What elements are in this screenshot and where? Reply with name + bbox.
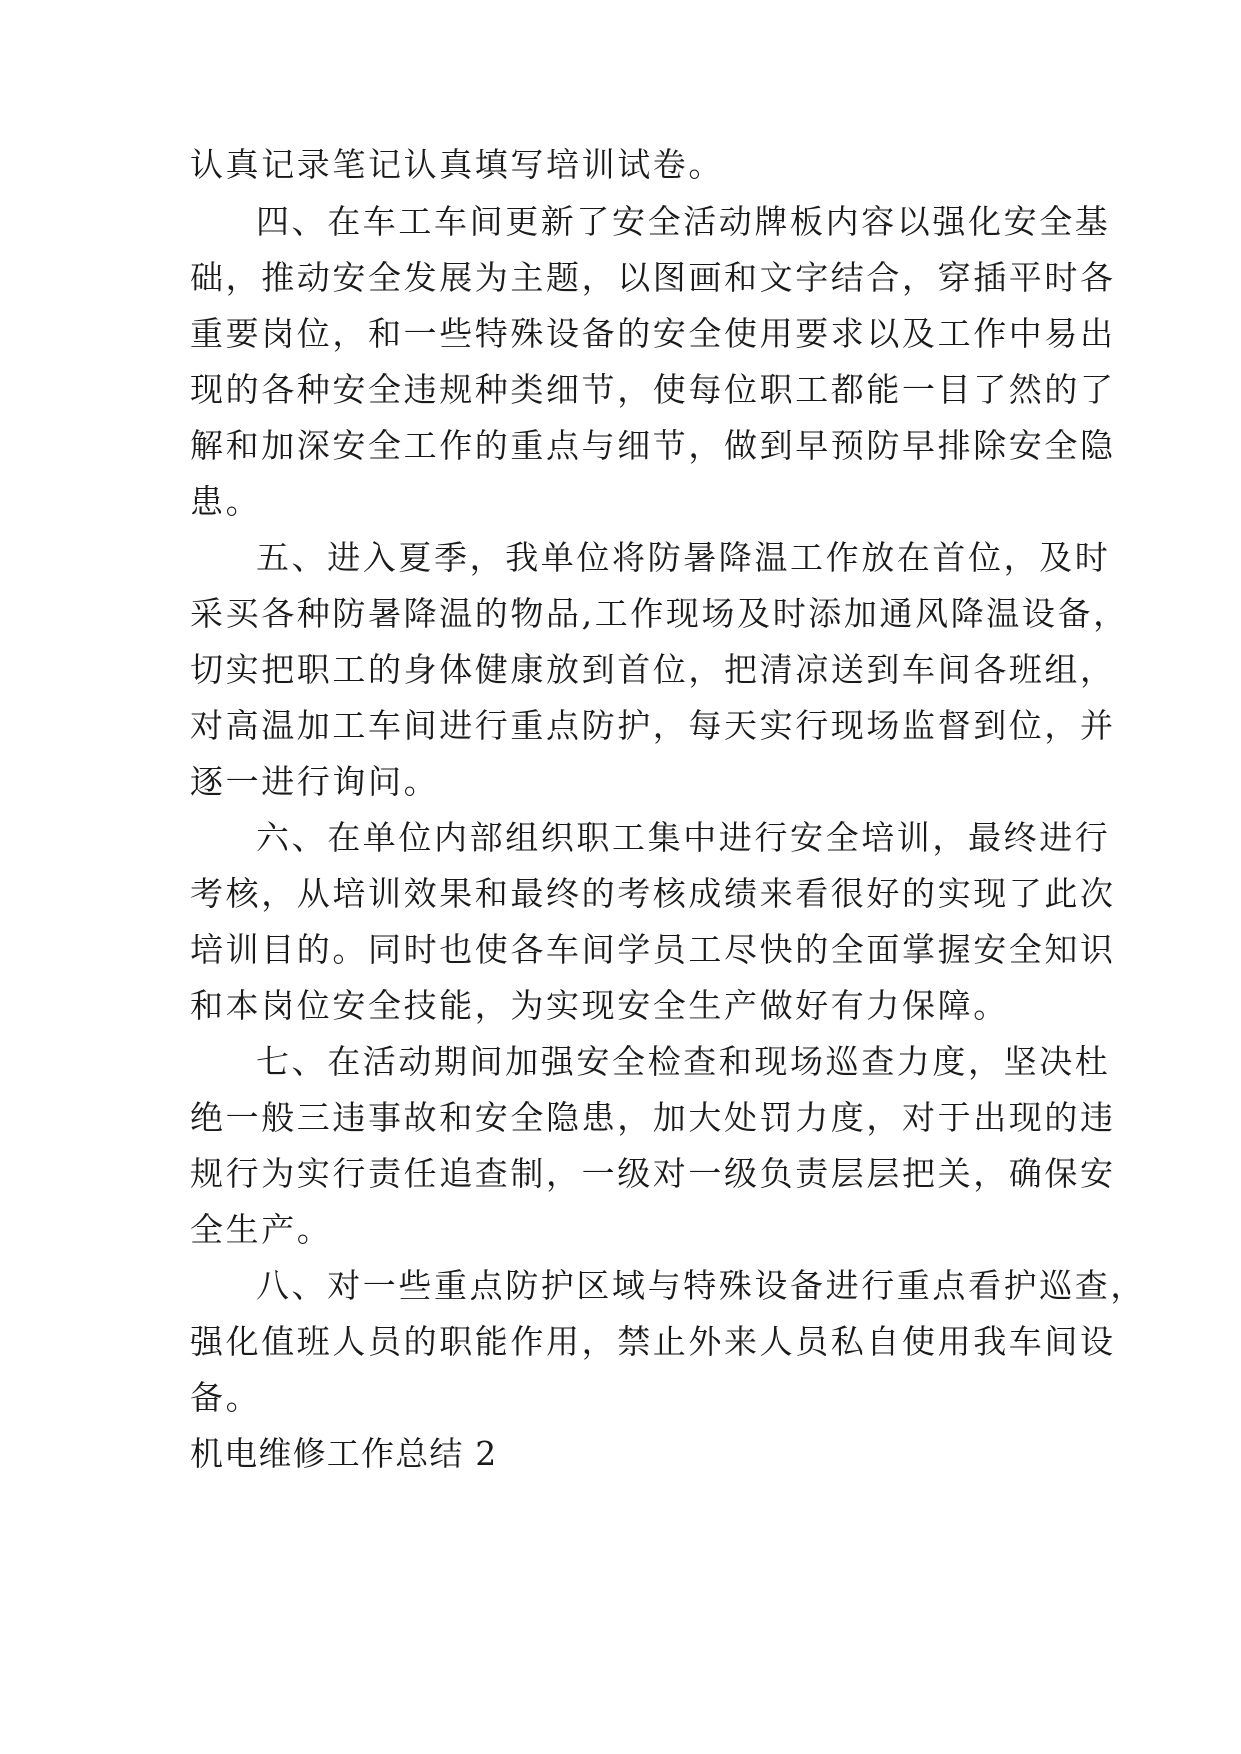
section-heading: 机电维修工作总结 2 [190, 1434, 498, 1473]
paragraph-line: 和本岗位安全技能，为实现安全生产做好有力保障。 [190, 986, 1009, 1025]
paragraph-line: 逐一进行询问。 [190, 762, 440, 801]
paragraph-line: 八、对一些重点防护区域与特殊设备进行重点看护巡查， [256, 1266, 1146, 1305]
paragraph-line: 培训目的。同时也使各车间学员工尽快的全面掌握安全知识 [190, 930, 1116, 969]
paragraph-line: 七、在活动期间加强安全检查和现场巡查力度，坚决杜 [256, 1042, 1111, 1081]
paragraph-line: 考核，从培训效果和最终的考核成绩来看很好的实现了此次 [190, 874, 1116, 913]
paragraph-line: 六、在单位内部组织职工集中进行安全培训，最终进行 [256, 818, 1111, 857]
paragraph-line: 五、进入夏季，我单位将防暑降温工作放在首位，及时 [256, 538, 1111, 577]
paragraph-line: 现的各种安全违规种类细节，使每位职工都能一目了然的了 [190, 370, 1116, 409]
paragraph-line: 重要岗位，和一些特殊设备的安全使用要求以及工作中易出 [190, 314, 1116, 353]
paragraph-line: 采买各种防暑降温的物品,工作现场及时添加通风降温设备， [190, 594, 1129, 633]
paragraph-line: 对高温加工车间进行重点防护，每天实行现场监督到位，并 [190, 706, 1116, 745]
paragraph-line: 解和加深安全工作的重点与细节，做到早预防早排除安全隐 [190, 426, 1116, 465]
paragraph-line: 全生产。 [190, 1210, 333, 1249]
paragraph-line: 础，推动安全发展为主题，以图画和文字结合，穿插平时各 [190, 258, 1116, 297]
paragraph-line: 绝一般三违事故和安全隐患，加大处罚力度，对于出现的违 [190, 1098, 1116, 1137]
paragraph-line: 四、在车工车间更新了安全活动牌板内容以强化安全基 [256, 202, 1111, 241]
paragraph-line: 切实把职工的身体健康放到首位，把清凉送到车间各班组， [190, 650, 1116, 689]
paragraph-line: 备。 [190, 1378, 262, 1417]
paragraph-line: 认真记录笔记认真填写培训试卷。 [190, 145, 724, 184]
paragraph-line: 患。 [190, 482, 262, 521]
paragraph-line: 规行为实行责任追查制，一级对一级负责层层把关，确保安 [190, 1154, 1116, 1193]
paragraph-line: 强化值班人员的职能作用，禁止外来人员私自使用我车间设 [190, 1322, 1116, 1361]
